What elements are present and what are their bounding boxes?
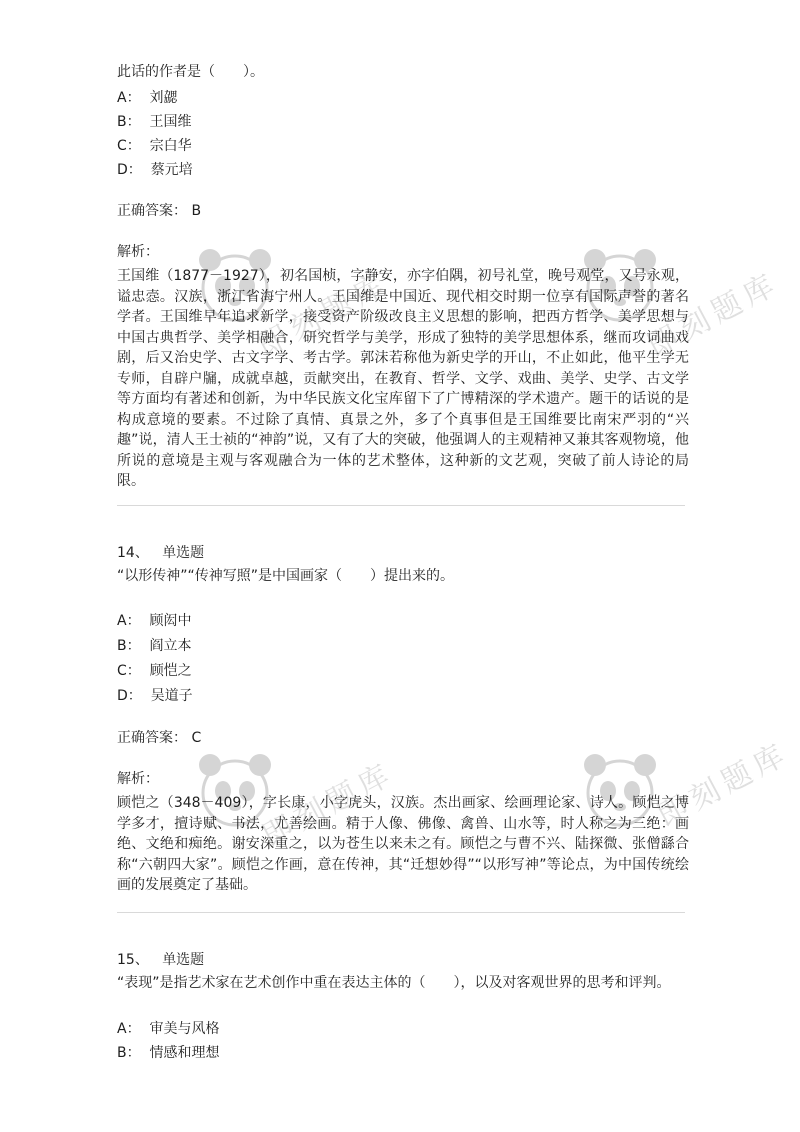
q14-header	[117, 543, 204, 563]
watermark-text: 即刻题库	[256, 755, 401, 855]
option-key: B：	[117, 1045, 141, 1061]
option-key: C：	[117, 663, 141, 679]
option-key: C：	[117, 138, 141, 154]
answer-value: C	[191, 730, 202, 746]
option-text: 吴道子	[150, 688, 193, 704]
option-text: 刘勰	[149, 90, 178, 106]
option-text: 审美与风格	[149, 1021, 220, 1037]
option-text: 王国维	[149, 114, 192, 130]
option-text: 顾恺之	[149, 663, 192, 679]
q13-option-d	[117, 160, 193, 180]
option-key: B：	[117, 638, 141, 654]
question-type: 单选题	[162, 952, 205, 968]
option-key: D：	[117, 688, 142, 704]
option-key: A：	[117, 1021, 141, 1037]
q15-header	[117, 950, 204, 970]
q14-option-c	[117, 661, 192, 681]
question-divider	[117, 505, 685, 506]
q13-option-c	[117, 136, 192, 156]
watermark-text: 即刻题库	[641, 265, 786, 365]
answer-label: 正确答案：	[117, 730, 187, 746]
option-key: A：	[117, 90, 141, 106]
q14-stem: “以形传神”“传神写照”是中国画家（ ）提出来的。	[117, 568, 455, 584]
q13-option-a	[117, 88, 177, 108]
option-key: D：	[117, 162, 142, 178]
option-text: 情感和理想	[149, 1045, 220, 1061]
option-key: B：	[117, 114, 141, 130]
q14-option-d	[117, 686, 193, 706]
option-text: 阎立本	[149, 638, 192, 654]
q13-option-b	[117, 112, 192, 132]
q15-option-a	[117, 1019, 219, 1039]
question-number: 15、	[117, 952, 149, 968]
q14-analysis-text: 顾恺之（348－409），字长康，小字虎头，汉族。杰出画家、绘画理论家、诗人。顾恺之博学多才，擅诗赋、书法，尤善绘画。精于人像、佛像、禽兽、山水等，时人称之为三绝：画绝、文绝和痴绝。谢安深重之，以为苍生以来未之有。顾恺之与曹不兴、陆探微、张僧繇合称“六朝四大家”。顾恺之作画，意在传神，其“迁想妙得”“以形写神”等论点，为中国传统绘画的发展奠定了基础。	[117, 795, 689, 893]
q14-analysis-label: 解析：	[117, 771, 159, 787]
answer-label: 正确答案：	[117, 203, 187, 219]
q13-analysis-text: 王国维（1877－1927），初名国桢，字静安，亦字伯隅，初号礼堂，晚号观堂，又号永观，谥忠悫。汉族，浙江省海宁州人。王国维是中国近、现代相交时期一位享有国际声誉的著名学者。王国维早年追求新学，接受资产阶级改良主义思想的影响，把西方哲学、美学思想与中国古典哲学、美学相融合，研究哲学与美学，形成了独特的美学思想体系，继而攻词曲戏剧，后又治史学、古文字学、考古学。郭沫若称他为新史学的开山，不止如此，他平生学无专师，自辟户牖，成就卓越，贡献突出，在教育、哲学、文学、戏曲、美学、史学、古文学等方面均有著述和创新，为中华民族文化宝库留下了广博精深的学术遗产。题干的话说的是构成意境的要素。不过除了真情、真景之外，多了个真事但是王国维要比南宋严羽的“兴趣”说，清人王士祯的“神韵”说，又有了大的突破，他强调人的主观精神又兼其客观物境，他所说的意境是主观与客观融合为一体的艺术整体，这种新的文艺观，突破了前人诗论的局限。	[117, 268, 689, 489]
question-type: 单选题	[162, 545, 205, 561]
q14-answer	[117, 728, 201, 748]
question-number: 14、	[117, 545, 149, 561]
q14-option-b	[117, 636, 192, 656]
question-divider	[117, 912, 685, 913]
q13-stem-tail: 此话的作者是（ ）。	[117, 64, 264, 80]
option-key: A：	[117, 613, 141, 629]
q14-option-a	[117, 611, 191, 631]
option-text: 宗白华	[149, 138, 192, 154]
q15-option-b	[117, 1043, 220, 1063]
q13-analysis-label: 解析：	[117, 244, 159, 260]
watermark-text: 即刻题库	[251, 265, 396, 365]
watermark-text: 即刻题库	[651, 735, 796, 835]
q15-stem: “表现”是指艺术家在艺术创作中重在表达主体的（ ），以及对客观世界的思考和评判。	[117, 975, 671, 991]
answer-value: B	[191, 203, 202, 219]
option-text: 顾闳中	[149, 613, 192, 629]
option-text: 蔡元培	[150, 162, 193, 178]
q13-answer	[117, 201, 201, 221]
